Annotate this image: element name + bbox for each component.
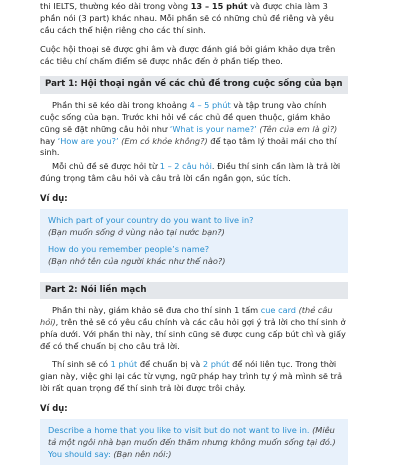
part1-question-name-vi: (Tên của em là gì?) (256, 123, 338, 134)
part1-example-box (40, 209, 348, 273)
part2-example-label: Ví dụ: (40, 402, 68, 413)
part2-speak-time: 2 phút (202, 358, 230, 369)
part1-b-text-2: . Điều thí sinh cần làm là trả lời đúng trọng tâm câu hỏi và câu trả lời cần ngắn gọn, súc tích. (40, 161, 341, 184)
intro-paragraph (40, 0, 348, 37)
part2-paragraph-2 (40, 359, 348, 395)
part2-example-q1-vi: (Miêu tả một ngôi nhà bạn muốn đến thăm nhưng không muốn sống tại đó.) (48, 424, 336, 447)
part2-cue-card: cue card (260, 305, 297, 316)
part1-question-how: ‘How are you?’ (57, 135, 119, 146)
part2-example-box (40, 419, 348, 465)
part2-cue-card-vi: (thẻ câu hỏi) (40, 305, 333, 328)
intro-duration: 13 – 15 phút (190, 1, 248, 11)
part2-paragraph-1 (40, 305, 348, 353)
part2-example-q2-line (48, 449, 340, 461)
part1-text: Phần thi sẽ kéo dài trong khoảng (52, 99, 190, 110)
part1-example-q2-vi: (Bạn nhớ tên của người khác như thế nào?) (48, 256, 226, 266)
part1-question-how-vi: (Em có khỏe không?) (118, 135, 208, 146)
intro-text-end: và được chia làm 3 phần nói (3 part) khác nhau. Mỗi phần sẽ có những chủ đề riêng và yêu cầu cách thể hiện riêng cho các thí sinh. (40, 1, 334, 35)
part1-example-q1-vi: (Bạn muốn sống ở vùng nào tại nước bạn?) (48, 227, 225, 238)
part2-b-text: Thí sinh sẽ có (52, 358, 111, 369)
part1-question-count: 1 – 2 câu hỏi (159, 161, 212, 172)
part2-example-q1-line (48, 425, 340, 449)
part2-b-text-3: để nói liên tục. Trong thời gian này, việc ghi lại các từ vựng, ngữ pháp hay trình tự ý mà mình sẽ trả lời rất quan trọng để thí sinh trả lời được trôi chảy. (40, 358, 343, 393)
part1-paragraph-1 (40, 100, 348, 159)
part1-duration: 4 – 5 phút (189, 99, 231, 110)
part2-b-text-2: để chuẩn bị và (137, 358, 203, 369)
part2-text: Phần thi này, giám khảo sẽ đưa cho thí sinh 1 tấm (52, 305, 261, 316)
part2-heading: Part 2: Nói liền mạch (40, 282, 348, 299)
part1-question-name: ‘What is your name?’ (169, 123, 257, 134)
part2-text-2: , trên thẻ sẽ có yêu cầu chính và các câu hỏi gợi ý trả lời cho thí sinh ở phía dưới. Với phần thi này, thí sinh cũng sẽ được cung cấp bút chì và giấy để có thể chuẩn bị cho câu trả lời. (40, 317, 346, 352)
part1-text-or: hay (40, 135, 58, 146)
intro-paragraph-2: Cuộc hội thoại sẽ được ghi âm và được đánh giá bởi giám khảo dựa trên các tiêu chí chấm điểm sẽ được nhắc đến ở phần tiếp theo. (40, 43, 336, 66)
part1-example-q2: How do you remember people’s name? (48, 244, 210, 255)
part2-example-q2: You should say: (48, 448, 111, 459)
part2-example-q1: Describe a home that you like to visit but do not want to live in. (48, 424, 310, 435)
part1-b-text: Mỗi chủ đề sẽ được hỏi từ (52, 161, 160, 172)
part2-prep-time: 1 phút (110, 358, 138, 369)
part1-text-3: để tạo tâm lý thoải mái cho thí sinh. (40, 135, 337, 158)
part2-example-q2-vi: (Bạn nên nói:) (110, 448, 172, 459)
part1-heading: Part 1: Hội thoại ngắn về các chủ đề trong cuộc sống của bạn (40, 76, 348, 93)
part1-example-label: Ví dụ: (40, 193, 68, 204)
part1-example-q1: Which part of your country do you want to live in? (48, 215, 254, 226)
part1-text-2: và tập trung vào chính cuộc sống của bạn. Trước khi hỏi về các chủ đề quen thuộc, giám khảo cũng sẽ đặt những câu hỏi như (40, 99, 331, 134)
intro-text: thi IELTS, thường kéo dài trong vòng (40, 1, 191, 11)
part1-paragraph-2 (40, 161, 348, 185)
